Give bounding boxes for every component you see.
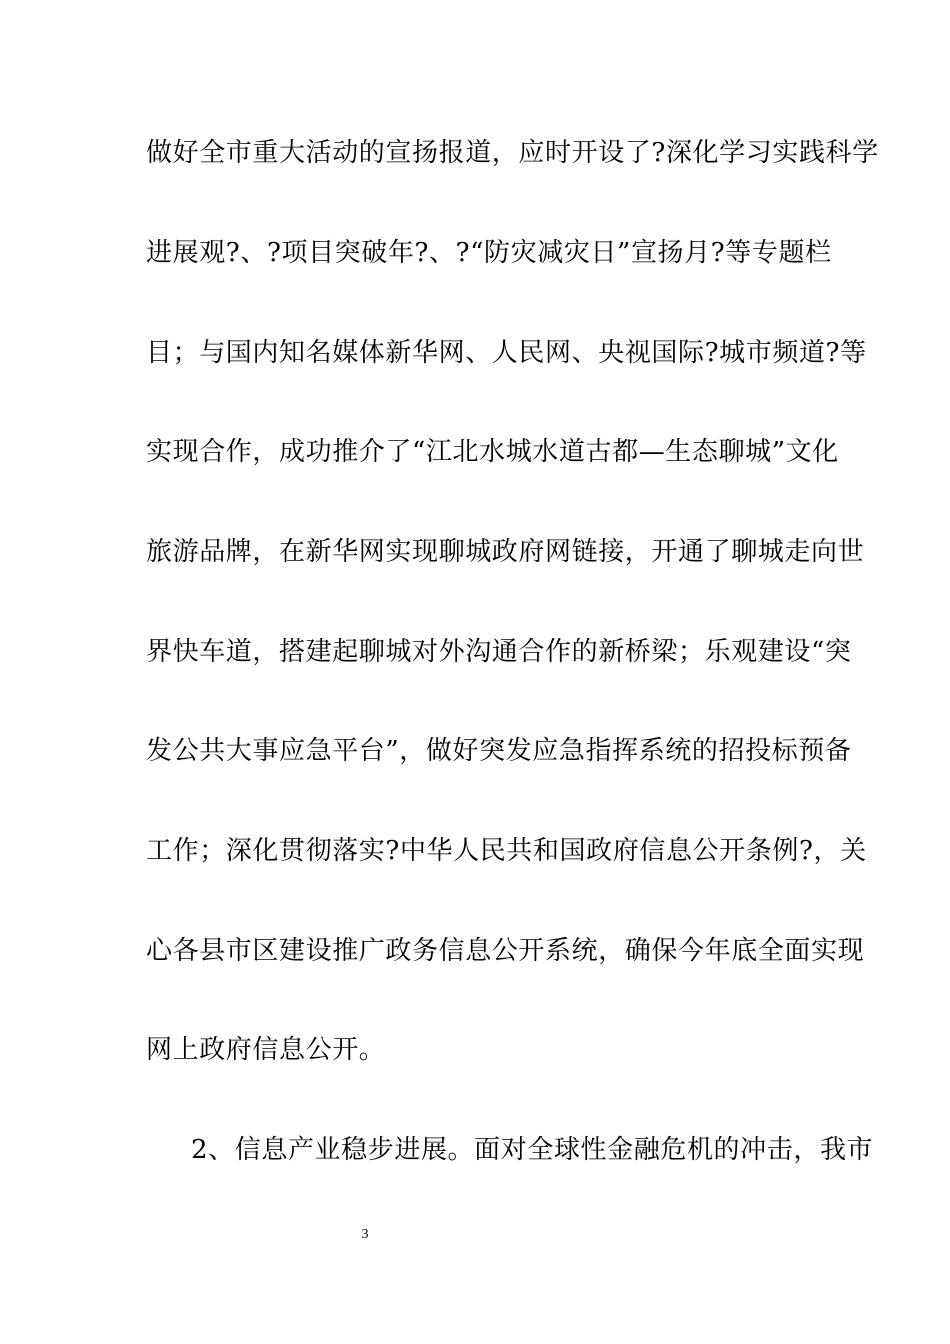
paragraph-heading-line: 2、信息产业稳步进展。面对全球性金融危机的冲击，我市: [191, 1135, 874, 1165]
paragraph-line: 实现合作，成功推介了“江北水城水道古都—生态聊城”文化: [146, 437, 839, 467]
paragraph-line: 界快车道，搭建起聊城对外沟通合作的新桥梁；乐观建设“突: [146, 637, 852, 667]
paragraph-line: 做好全市重大活动的宣扬报道，应时开设了?深化学习实践科学: [146, 138, 879, 168]
paragraph-line: 心各县市区建设推广政务信息公开系统，确保今年底全面实现: [146, 936, 865, 966]
paragraph-line: 旅游品牌，在新华网实现聊城政府网链接，开通了聊城走向世: [146, 537, 865, 567]
page-number: 3: [361, 1227, 369, 1242]
paragraph-line: 工作；深化贯彻落实?中华人民共和国政府信息公开条例?，关: [146, 836, 867, 866]
paragraph-line-last: 网上政府信息公开。: [146, 1035, 386, 1065]
paragraph-line: 发公共大事应急平台”，做好突发应急指挥系统的招投标预备: [146, 736, 852, 766]
paragraph-line: 进展观?、?项目突破年?、?“防灾减灾日”宣扬月?等专题栏: [146, 238, 832, 268]
paragraph-line: 目；与国内知名媒体新华网、人民网、央视国际?城市频道?等: [146, 338, 867, 368]
